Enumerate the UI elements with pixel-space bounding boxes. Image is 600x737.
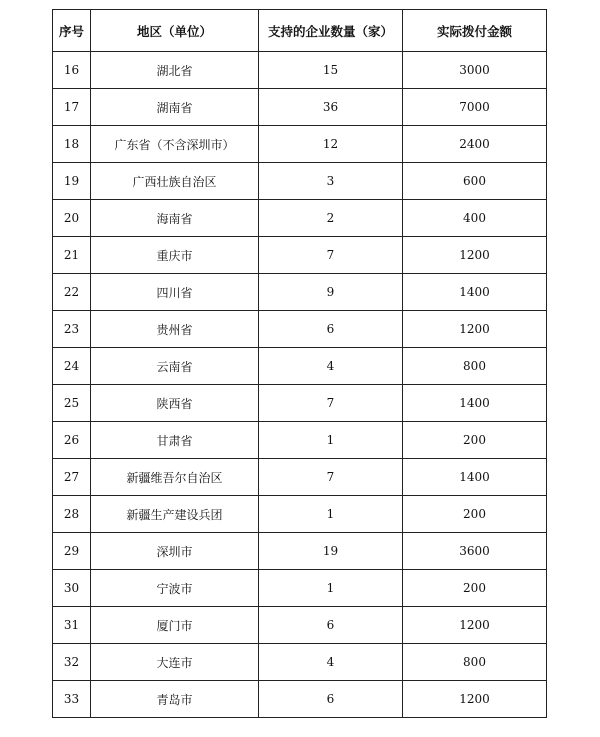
cell-amount: 200 <box>403 422 547 459</box>
cell-region: 广西壮族自治区 <box>91 163 259 200</box>
table-row <box>53 52 547 89</box>
cell-count: 7 <box>259 385 403 422</box>
cell-region: 甘肃省 <box>91 422 259 459</box>
cell-count: 9 <box>259 274 403 311</box>
table-row <box>53 459 547 496</box>
cell-region: 贵州省 <box>91 311 259 348</box>
header-row <box>53 10 547 52</box>
cell-seq: 26 <box>53 422 91 459</box>
cell-amount: 800 <box>403 644 547 681</box>
cell-region: 广东省（不含深圳市） <box>91 126 259 163</box>
cell-amount: 200 <box>403 570 547 607</box>
cell-amount: 1200 <box>403 311 547 348</box>
table-row <box>53 126 547 163</box>
table-row <box>53 422 547 459</box>
cell-count: 4 <box>259 348 403 385</box>
cell-seq: 21 <box>53 237 91 274</box>
cell-region: 重庆市 <box>91 237 259 274</box>
table-row <box>53 89 547 126</box>
table-row <box>53 533 547 570</box>
cell-seq: 31 <box>53 607 91 644</box>
cell-region: 宁波市 <box>91 570 259 607</box>
header-count: 支持的企业数量（家） <box>259 10 403 52</box>
cell-count: 7 <box>259 237 403 274</box>
table-row <box>53 274 547 311</box>
cell-amount: 1200 <box>403 607 547 644</box>
table-row <box>53 311 547 348</box>
cell-seq: 16 <box>53 52 91 89</box>
cell-seq: 25 <box>53 385 91 422</box>
table-row <box>53 570 547 607</box>
cell-seq: 33 <box>53 681 91 718</box>
cell-seq: 27 <box>53 459 91 496</box>
table-row <box>53 348 547 385</box>
table-row <box>53 644 547 681</box>
header-amount: 实际拨付金额 <box>403 10 547 52</box>
cell-seq: 22 <box>53 274 91 311</box>
cell-amount: 3000 <box>403 52 547 89</box>
cell-count: 2 <box>259 200 403 237</box>
cell-region: 厦门市 <box>91 607 259 644</box>
cell-amount: 1200 <box>403 237 547 274</box>
cell-amount: 1200 <box>403 681 547 718</box>
cell-count: 12 <box>259 126 403 163</box>
header-region: 地区（单位） <box>91 10 259 52</box>
table-row <box>53 163 547 200</box>
cell-amount: 2400 <box>403 126 547 163</box>
table-row <box>53 607 547 644</box>
cell-amount: 800 <box>403 348 547 385</box>
cell-seq: 18 <box>53 126 91 163</box>
cell-seq: 30 <box>53 570 91 607</box>
allocation-table <box>52 9 547 718</box>
table-row <box>53 200 547 237</box>
cell-count: 1 <box>259 422 403 459</box>
cell-region: 海南省 <box>91 200 259 237</box>
cell-count: 3 <box>259 163 403 200</box>
cell-seq: 28 <box>53 496 91 533</box>
cell-region: 陕西省 <box>91 385 259 422</box>
cell-seq: 23 <box>53 311 91 348</box>
cell-region: 青岛市 <box>91 681 259 718</box>
cell-region: 湖南省 <box>91 89 259 126</box>
cell-seq: 24 <box>53 348 91 385</box>
cell-seq: 17 <box>53 89 91 126</box>
cell-count: 19 <box>259 533 403 570</box>
cell-amount: 400 <box>403 200 547 237</box>
cell-seq: 32 <box>53 644 91 681</box>
table-row <box>53 496 547 533</box>
table-row <box>53 681 547 718</box>
cell-amount: 1400 <box>403 274 547 311</box>
cell-amount: 1400 <box>403 385 547 422</box>
cell-count: 15 <box>259 52 403 89</box>
cell-count: 1 <box>259 570 403 607</box>
cell-region: 新疆生产建设兵团 <box>91 496 259 533</box>
cell-amount: 200 <box>403 496 547 533</box>
cell-amount: 3600 <box>403 533 547 570</box>
cell-amount: 600 <box>403 163 547 200</box>
table-row <box>53 385 547 422</box>
cell-region: 大连市 <box>91 644 259 681</box>
cell-seq: 19 <box>53 163 91 200</box>
cell-amount: 1400 <box>403 459 547 496</box>
cell-count: 6 <box>259 607 403 644</box>
cell-count: 1 <box>259 496 403 533</box>
cell-region: 四川省 <box>91 274 259 311</box>
cell-region: 深圳市 <box>91 533 259 570</box>
cell-count: 6 <box>259 311 403 348</box>
table-row <box>53 237 547 274</box>
cell-region: 湖北省 <box>91 52 259 89</box>
table-header <box>53 10 547 52</box>
cell-seq: 29 <box>53 533 91 570</box>
table-body <box>53 52 547 718</box>
cell-count: 36 <box>259 89 403 126</box>
cell-count: 6 <box>259 681 403 718</box>
cell-region: 云南省 <box>91 348 259 385</box>
cell-count: 4 <box>259 644 403 681</box>
header-seq: 序号 <box>53 10 91 52</box>
cell-region: 新疆维吾尔自治区 <box>91 459 259 496</box>
cell-count: 7 <box>259 459 403 496</box>
cell-amount: 7000 <box>403 89 547 126</box>
cell-seq: 20 <box>53 200 91 237</box>
